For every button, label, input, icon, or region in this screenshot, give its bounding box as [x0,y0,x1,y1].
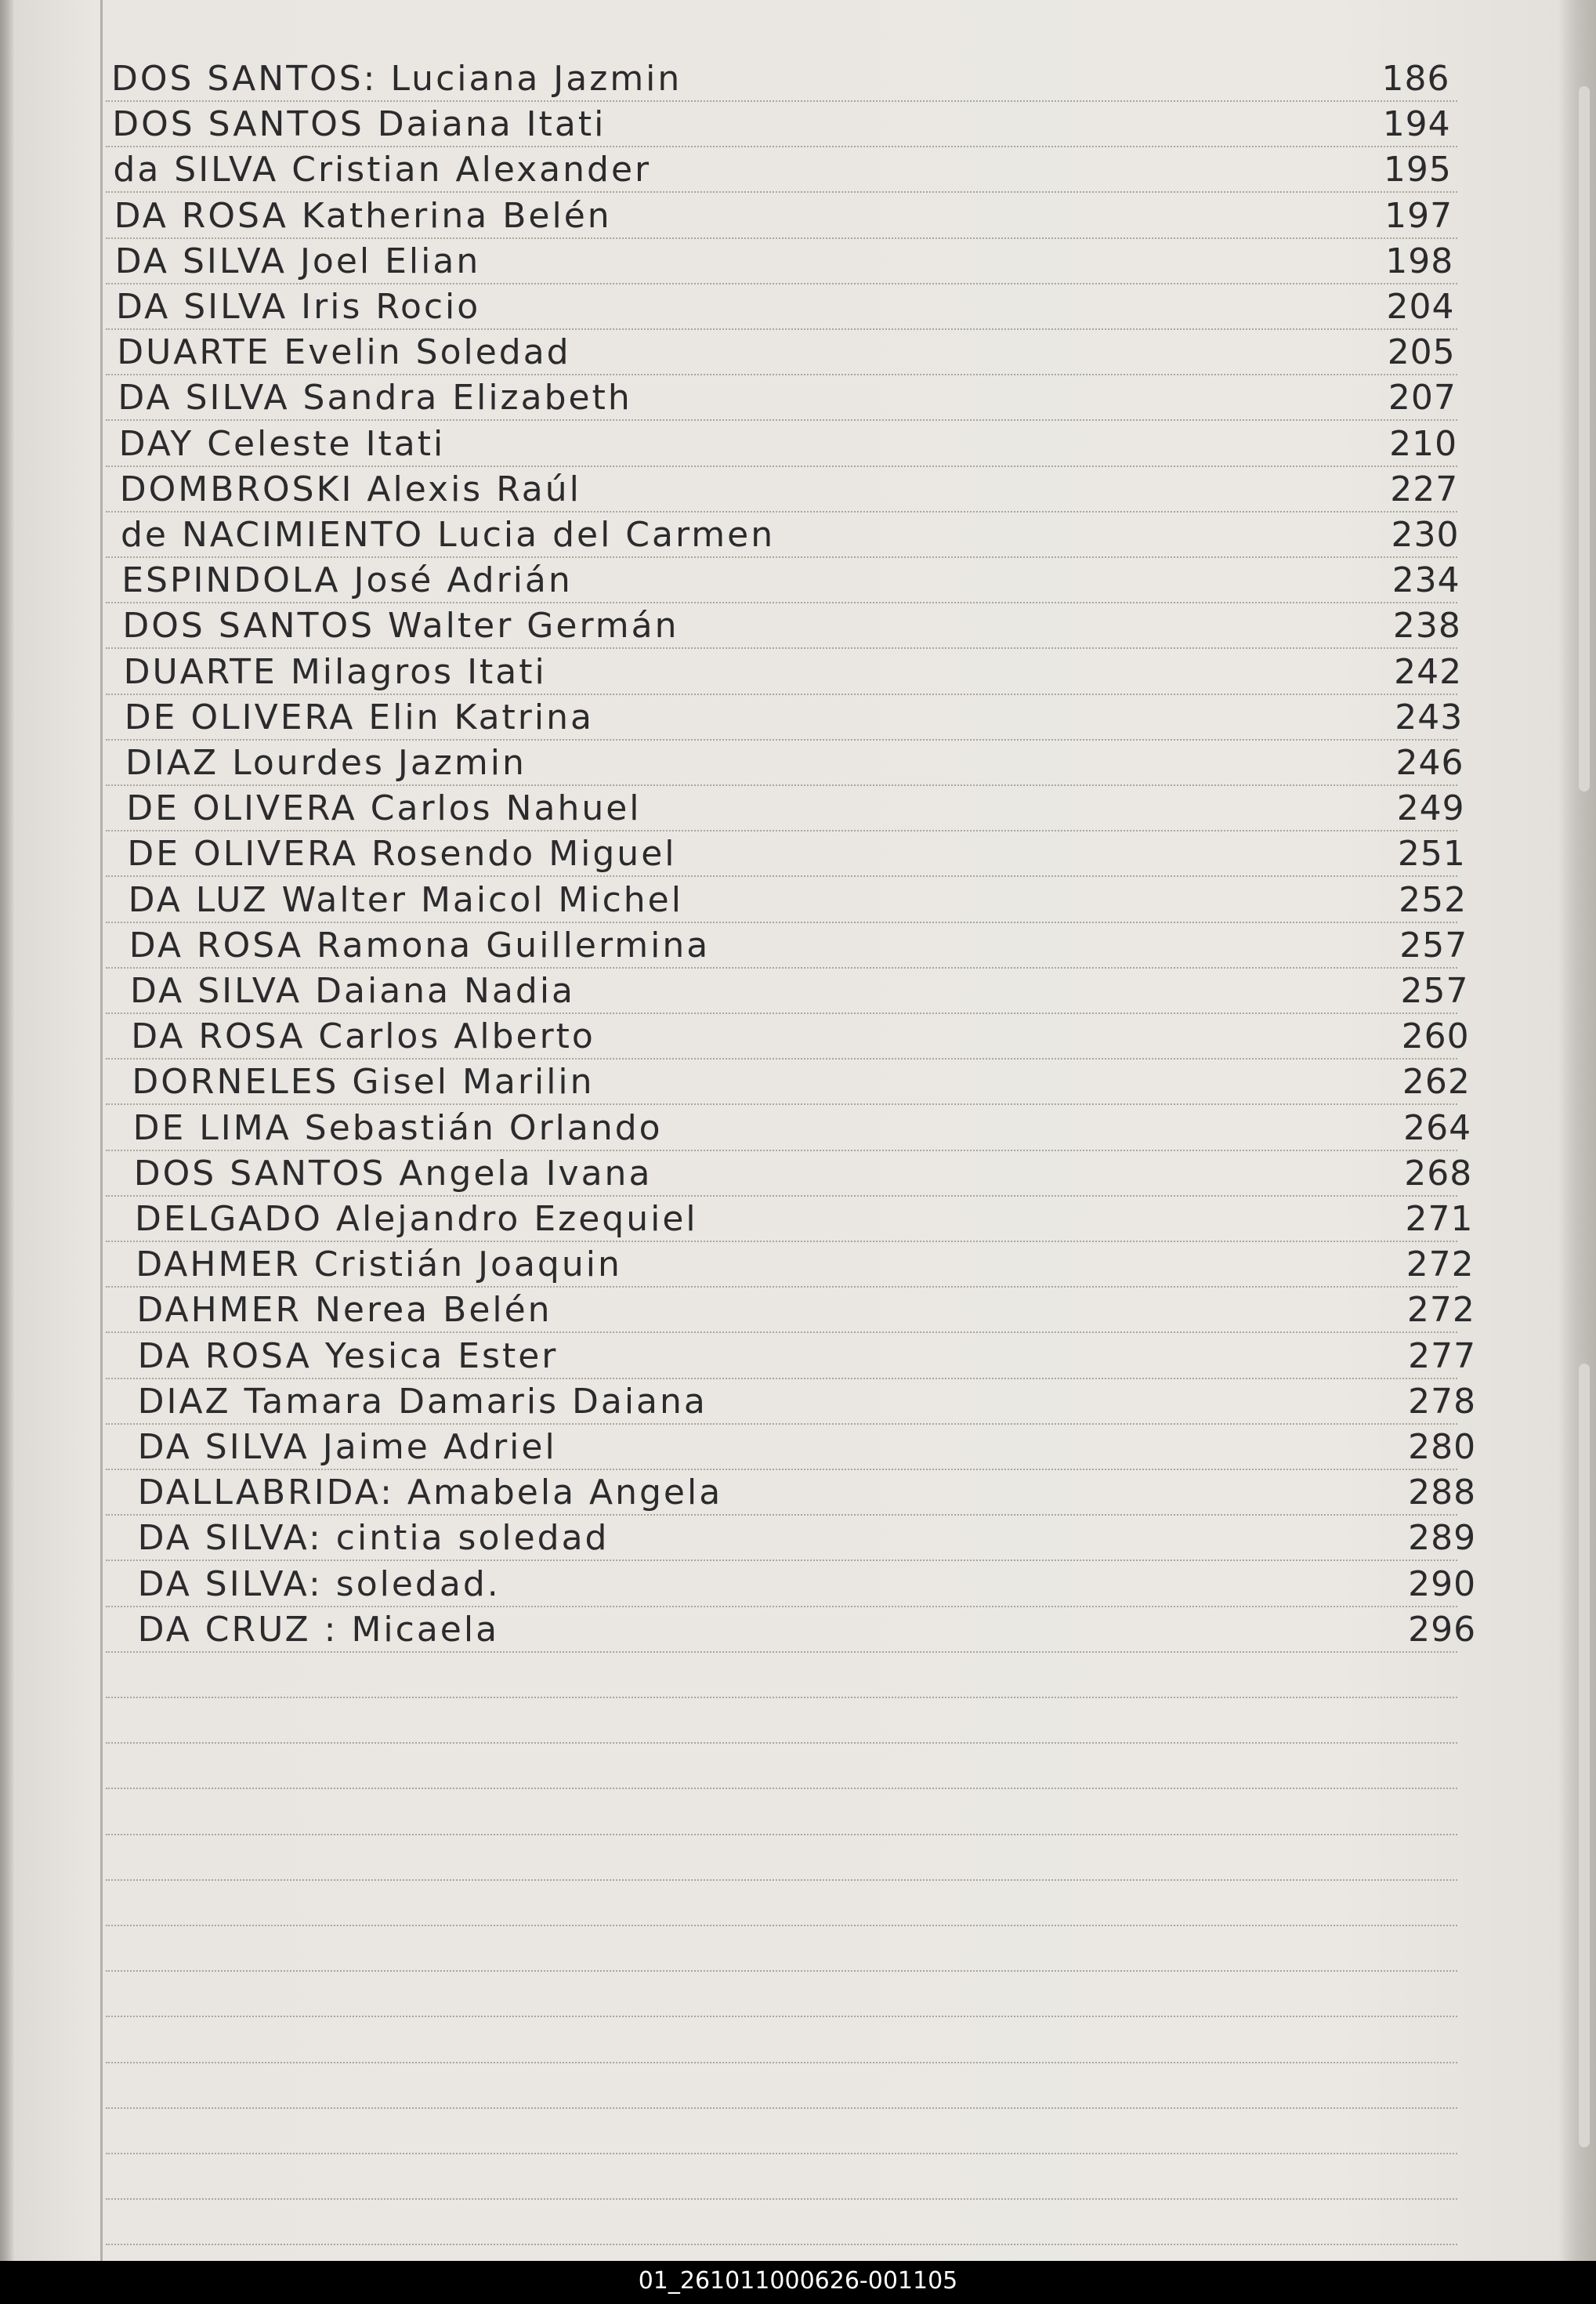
list-item [138,1379,1501,1425]
student-name: de NACIMIENTO Lucia del Carmen [121,515,776,555]
list-item [125,741,1489,786]
student-number: 227 [1390,469,1459,509]
student-name: DUARTE Milagros Itati [123,651,547,692]
list-item [138,1516,1501,1561]
list-item [117,330,1480,375]
student-number: 296 [1408,1609,1477,1650]
student-name: DE OLIVERA Elin Katrina [124,697,594,737]
student-name: DA LUZ Walter Maicol Michel [128,879,683,920]
student-number: 268 [1404,1153,1473,1194]
list-item [122,603,1486,649]
student-name: DA SILVA Daiana Nadia [130,971,576,1011]
list-item [135,1197,1498,1242]
student-name: DALLABRIDA: Amabela Angela [137,1473,723,1513]
list-item [130,969,1493,1014]
student-number: 289 [1408,1518,1477,1559]
student-number: 257 [1400,971,1469,1011]
list-item [115,239,1478,284]
list-item [127,831,1490,877]
student-name: DA ROSA Katherina Belén [114,195,612,236]
student-number: 194 [1382,104,1451,145]
student-name: DOMBROSKI Alexis Raúl [119,469,581,509]
page-tab-top [1579,86,1590,792]
list-item [136,1288,1500,1333]
student-name: DIAZ Tamara Damaris Daiana [137,1381,708,1422]
student-name: DAHMER Cristián Joaquin [136,1244,622,1285]
ruled-line [106,1834,1457,1835]
student-number: 252 [1399,879,1468,920]
page-tab-bottom [1579,1364,1590,2147]
ruled-line [106,2198,1457,2200]
footer-bar [0,2261,1596,2304]
student-number: 243 [1395,697,1464,737]
student-number: 280 [1408,1427,1477,1467]
list-item [121,558,1485,603]
student-name: DOS SANTOS Daiana Itati [112,104,606,145]
list-item [129,923,1493,969]
student-name: da SILVA Cristian Alexander [113,150,652,190]
student-number: 234 [1392,560,1460,601]
list-item [138,1425,1501,1470]
student-name: DA CRUZ : Micaela [137,1609,500,1650]
student-number: 197 [1384,195,1453,236]
student-number: 278 [1408,1381,1477,1422]
student-number: 242 [1394,651,1463,692]
student-name: DA SILVA Sandra Elizabeth [118,378,632,418]
student-name: DOS SANTOS: Luciana Jazmin [111,59,682,99]
list-item [121,513,1484,558]
ruled-line [106,1879,1457,1881]
list-item [138,1334,1501,1379]
student-name: DOS SANTOS Angela Ivana [133,1153,653,1194]
student-number: 205 [1387,332,1456,373]
student-number: 277 [1408,1335,1477,1376]
student-number: 290 [1408,1563,1477,1604]
list-item [118,375,1481,421]
list-item [136,1242,1499,1288]
list-item [138,1607,1501,1653]
student-name: DUARTE Evelin Soledad [117,332,571,373]
list-item [133,1106,1496,1151]
student-name: DOS SANTOS Walter Germán [122,606,679,647]
list-item [138,1470,1501,1516]
list-item [126,786,1489,831]
student-name: DE OLIVERA Carlos Nahuel [126,788,642,829]
ruled-line [106,2107,1457,2109]
student-number: 207 [1388,378,1457,418]
list-item [124,650,1487,695]
ruled-line [106,2244,1457,2245]
list-item [131,1014,1494,1060]
student-name: DA ROSA Carlos Alberto [131,1016,595,1057]
student-name: DAHMER Nerea Belén [136,1290,552,1331]
ruled-line [106,1742,1457,1744]
student-name: DIAZ Lourdes Jazmin [125,743,527,783]
student-number: 198 [1385,241,1454,281]
margin-line [100,0,103,2261]
student-name: DE OLIVERA Rosendo Miguel [127,834,677,875]
list-item [128,878,1492,923]
list-item [132,1060,1495,1105]
student-number: 230 [1391,515,1460,555]
student-number: 271 [1405,1199,1474,1239]
student-name: DA SILVA Iris Rocio [116,287,481,327]
student-name: DAY Celeste Itati [118,423,446,464]
student-number: 272 [1406,1290,1475,1331]
student-number: 186 [1381,59,1450,99]
student-name: DORNELES Gisel Marilin [132,1062,595,1103]
student-number: 249 [1396,788,1465,829]
page-edge [1558,0,1596,2261]
list-item [125,695,1488,741]
student-number: 251 [1397,834,1466,875]
student-name: DA SILVA: soledad. [137,1563,501,1604]
ruled-line [106,2153,1457,2154]
list-item [138,1562,1501,1607]
ruled-line [106,2062,1457,2063]
student-number: 262 [1402,1062,1471,1103]
list-item [119,422,1482,467]
student-name: DA SILVA Joel Elian [114,241,481,281]
student-number: 260 [1401,1016,1470,1057]
student-number: 257 [1399,925,1468,965]
list-item [111,56,1475,102]
student-number: 238 [1392,606,1461,647]
student-name: DELGADO Alejandro Ezequiel [135,1199,698,1239]
ruled-line [106,2016,1457,2017]
ruled-line [106,1788,1457,1789]
student-number: 204 [1386,287,1455,327]
ruled-line [106,1697,1457,1698]
student-name: DE LIMA Sebastián Orlando [132,1107,663,1148]
list-item [112,102,1475,147]
list-item [114,194,1478,239]
student-number: 246 [1395,743,1464,783]
student-name: DA ROSA Ramona Guillermina [128,925,711,965]
page-binding-shadow [0,0,14,2261]
student-number: 288 [1408,1473,1477,1513]
list-item [113,147,1476,193]
student-name: DA SILVA Jaime Adriel [137,1427,557,1467]
student-number: 264 [1403,1107,1472,1148]
student-name: DA SILVA: cintia soledad [137,1518,610,1559]
student-number: 195 [1383,150,1452,190]
list-item [134,1151,1497,1197]
image-id: 01_261011000626-001105 [638,2267,958,2295]
student-number: 272 [1406,1244,1475,1285]
student-name: ESPINDOLA José Adrián [121,560,573,601]
ruled-line [106,1970,1457,1972]
ruled-line [106,1925,1457,1926]
list-item [120,467,1483,513]
student-name: DA ROSA Yesica Ester [137,1335,559,1376]
list-item [116,284,1479,330]
student-number: 210 [1389,423,1458,464]
